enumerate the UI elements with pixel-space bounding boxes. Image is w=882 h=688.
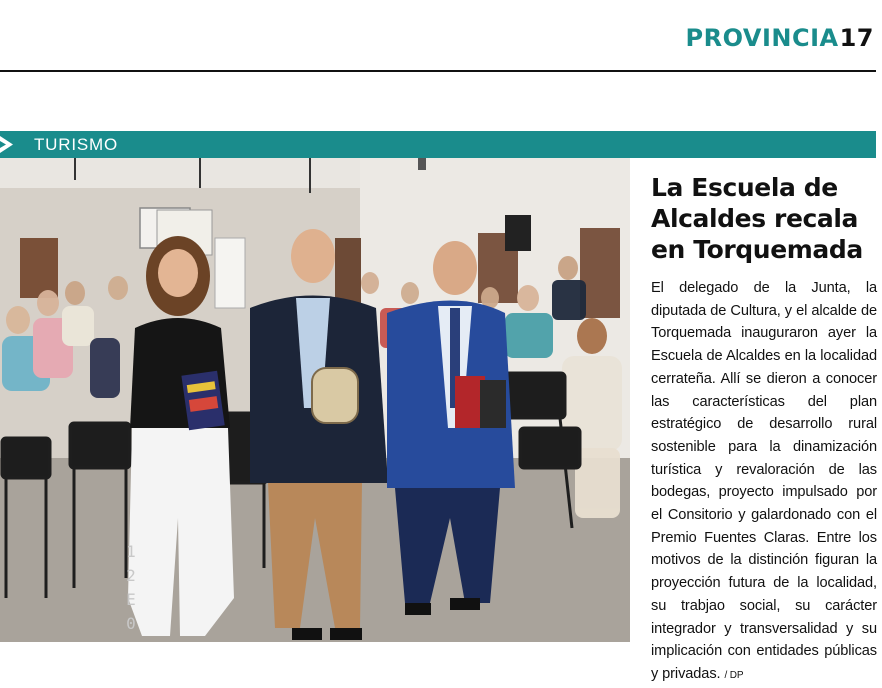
article-body: [651, 277, 877, 688]
stamp-char: E: [126, 590, 136, 609]
header-rule: [0, 70, 876, 72]
section-label: TURISMO: [34, 134, 118, 154]
article: [651, 172, 877, 688]
page-number: 17: [839, 24, 874, 52]
margin-stamp: [124, 540, 138, 636]
stamp-char: 0: [126, 614, 136, 633]
headline: [651, 172, 877, 265]
headline-line: Alcaldes recala: [651, 204, 859, 233]
chevron-right-icon: [0, 131, 34, 158]
stamp-char: 1: [126, 542, 136, 561]
headline-line: La Escuela de: [651, 173, 838, 202]
article-body-text: El delegado de la Junta, la diputada de Cultura, y el alcalde de Torquemada inauguraron ayer la Escuela de Alcaldes en la localidad cerrateña. Allí se dieron a conocer las características del plan estratégico de desarrollo rural sostenible para la dinamización turística y revaloración de las bodegas, proyecto impulsado por el Consitorio y galardonado con el Premio Fuentes Claras. Entre los motivos de la distinción figuran la proyección futura de la localidad, su trabjao social, su carácter integrador y transversalidad y su implicación con entidades públicas y privadas.: [651, 280, 877, 682]
headline-line: en Torquemada: [651, 235, 863, 264]
section-name: PROVINCIA: [685, 24, 839, 52]
article-photo: [0, 158, 630, 642]
section-bar: [0, 131, 876, 158]
section-title: [686, 24, 874, 52]
photo-credit: / DP: [724, 669, 744, 681]
page-header: [0, 0, 882, 72]
stamp-char: 2: [126, 566, 136, 585]
